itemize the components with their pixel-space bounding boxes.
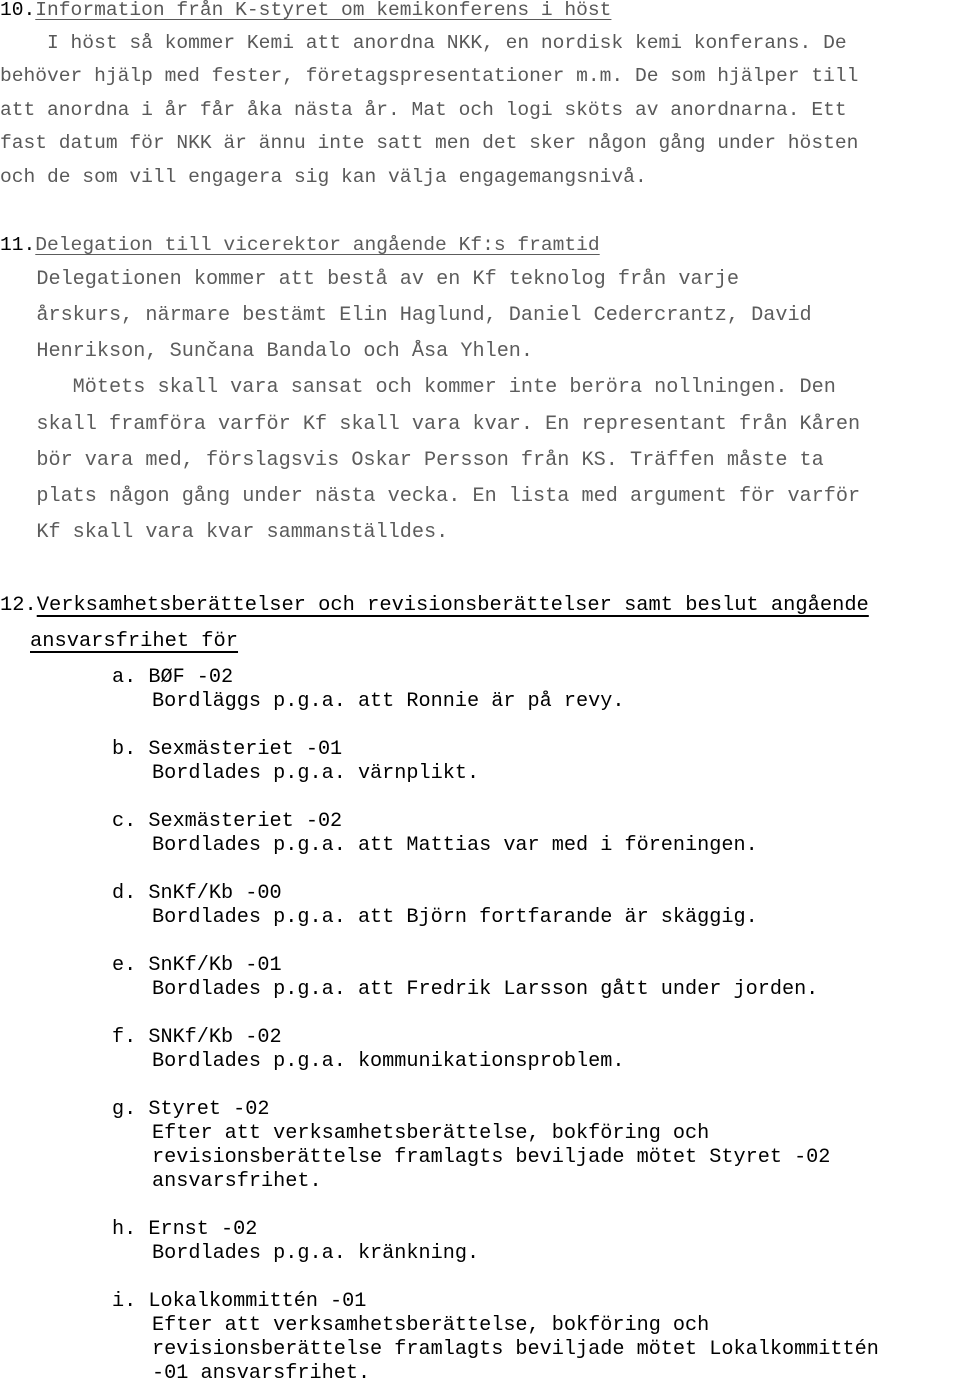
- item-g-text: ansvarsfrihet.: [152, 1170, 322, 1193]
- section-10-heading: [0, 1, 611, 21]
- item-e-label: e. SnKf/Kb -01: [112, 954, 282, 977]
- section-11-line: plats någon gång under nästa vecka. En lista med argument för varför: [0, 485, 861, 508]
- item-c-text: Bordlades p.g.a. att Mattias var med i föreningen.: [152, 834, 758, 857]
- item-f-label: f. SNKf/Kb -02: [112, 1026, 282, 1049]
- item-d-label: d. SnKf/Kb -00: [112, 882, 282, 905]
- item-f-text: Bordlades p.g.a. kommunikationsproblem.: [152, 1050, 625, 1073]
- item-g-label: g. Styret -02: [112, 1098, 270, 1121]
- section-10-number: 10.: [0, 0, 36, 21]
- section-11-line: bör vara med, förslagsvis Oskar Persson från KS. Träffen måste ta: [0, 449, 824, 472]
- item-g-text: Efter att verksamhetsberättelse, bokföring och: [152, 1122, 710, 1145]
- section-11-line: skall framföra varför Kf skall vara kvar. En representant från Kåren: [0, 413, 861, 436]
- item-i-text: revisionsberättelse framlagts beviljade mötet Lokalkommittén: [152, 1338, 879, 1361]
- section-12-heading-cont: [30, 632, 238, 652]
- section-11-heading: [0, 236, 600, 256]
- section-11-line: Delegationen kommer att bestå av en Kf teknolog från varje: [0, 268, 739, 291]
- section-10-line: och de som vill engagera sig kan välja engagemangsnivå.: [0, 166, 647, 188]
- section-10-line: att anordna i år får åka nästa år. Mat och logi sköts av anordnarna. Ett: [0, 99, 847, 121]
- section-10-line: I höst så kommer Kemi att anordna NKK, en nordisk kemi konferans. De: [0, 32, 847, 54]
- item-i-text: Efter att verksamhetsberättelse, bokföring och: [152, 1314, 710, 1337]
- item-i-label: i. Lokalkommittén -01: [112, 1290, 367, 1313]
- item-a-text: Bordläggs p.g.a. att Ronnie är på revy.: [152, 690, 625, 713]
- section-12-title: Verksamhetsberättelser och revisionsberättelser samt beslut angående: [36, 594, 869, 617]
- item-g-text: revisionsberättelse framlagts beviljade mötet Styret -02: [152, 1146, 831, 1169]
- section-11-title: Delegation till vicerektor angående Kf:s framtid: [35, 234, 600, 256]
- section-11-number: 11.: [0, 234, 36, 256]
- item-e-text: Bordlades p.g.a. att Fredrik Larsson gått under jorden.: [152, 978, 819, 1001]
- item-a-label: a. BØF -02: [112, 666, 234, 689]
- section-10-line: behöver hjälp med fester, företagspresentationer m.m. De som hjälper till: [0, 65, 859, 87]
- item-b-label: b. Sexmästeriet -01: [112, 738, 343, 761]
- section-11-line: årskurs, närmare bestämt Elin Haglund, Daniel Cedercrantz, David: [0, 304, 812, 327]
- section-11-line: Henrikson, Sunčana Bandalo och Åsa Yhlen.: [0, 340, 534, 363]
- item-d-text: Bordlades p.g.a. att Björn fortfarande är skäggig.: [152, 906, 758, 929]
- item-h-text: Bordlades p.g.a. kränkning.: [152, 1242, 480, 1265]
- item-h-label: h. Ernst -02: [112, 1218, 258, 1241]
- item-c-label: c. Sexmästeriet -02: [112, 810, 343, 833]
- section-10-title: Information från K-styret om kemikonferens i höst: [35, 0, 612, 21]
- item-i-text: -01 ansvarsfrihet.: [152, 1362, 371, 1385]
- section-12-heading: [0, 596, 869, 616]
- section-10-line: fast datum för NKK är ännu inte satt men det sker någon gång under hösten: [0, 132, 859, 154]
- section-12-number: 12.: [0, 594, 37, 617]
- section-11-line: Mötets skall vara sansat och kommer inte beröra nollningen. Den: [0, 376, 836, 399]
- section-12-title-cont: ansvarsfrihet för: [30, 630, 239, 653]
- item-b-text: Bordlades p.g.a. värnplikt.: [152, 762, 480, 785]
- section-11-line: Kf skall vara kvar sammanställdes.: [0, 521, 449, 544]
